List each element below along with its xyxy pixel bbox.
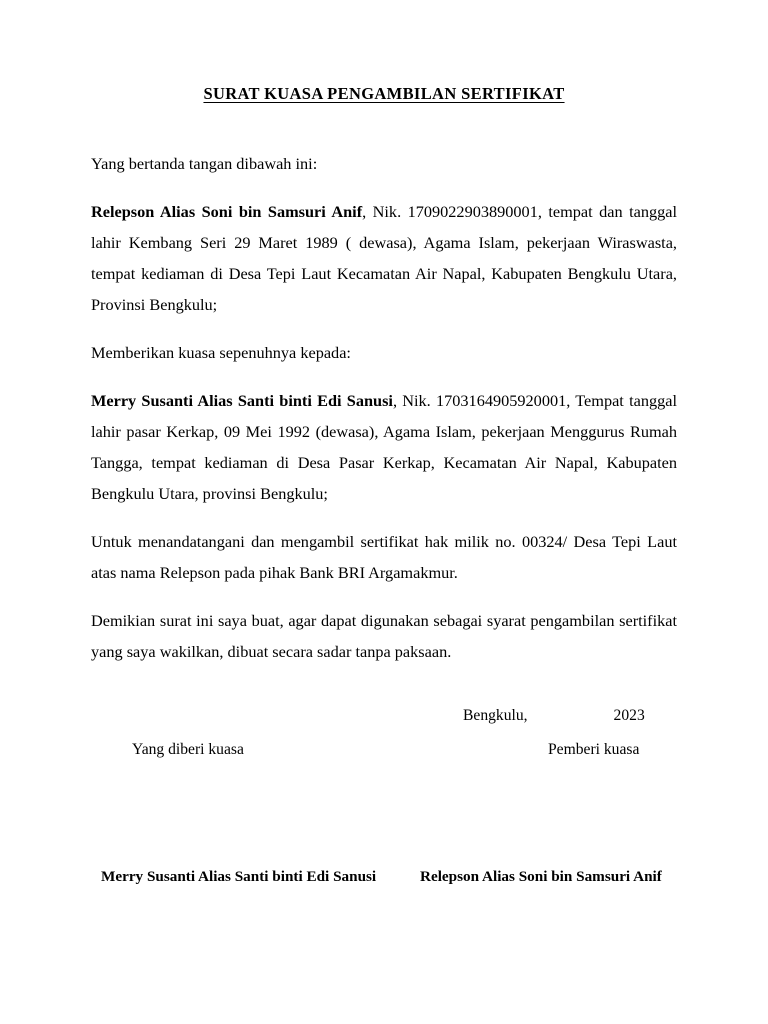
grantor-name: Relepson Alias Soni bin Samsuri Anif — [91, 202, 363, 221]
signature-place: Bengkulu, — [463, 707, 528, 724]
grantor-details: , Nik. 1709022903890001, tempat dan tanggal lahir Kembang Seri 29 Maret 1989 ( dewasa), Agama Islam, pekerjaan Wiraswasta, tempat kediaman di Desa Tepi Laut Kecamatan Air Napal, Kabupaten Bengkulu Utara, Provinsi Bengkulu; — [91, 202, 677, 314]
signature-year: 2023 — [613, 707, 645, 724]
signer-name-grantor: Relepson Alias Soni bin Samsuri Anif — [420, 868, 662, 885]
signer-name-grantee: Merry Susanti Alias Santi binti Edi Sanusi — [101, 868, 377, 885]
document-body — [91, 148, 677, 667]
grantee-name: Merry Susanti Alias Santi binti Edi Sanusi — [91, 391, 393, 410]
role-label-grantee: Yang diberi kuasa — [132, 741, 244, 758]
paragraph-purpose: Untuk menandatangani dan mengambil sertifikat hak milik no. 00324/ Desa Tepi Laut atas nama Relepson pada pihak Bank BRI Argamakmur. — [91, 532, 677, 582]
place-date-line — [463, 705, 645, 727]
paragraph-intro: Yang bertanda tangan dibawah ini: — [91, 154, 318, 173]
page-title — [0, 84, 768, 104]
grantee-details: , Nik. 1703164905920001, Tempat tanggal lahir pasar Kerkap, 09 Mei 1992 (dewasa), Agama Islam, pekerjaan Menggurus Rumah Tangga, tempat kediaman di Desa Pasar Kerkap, Kecamatan Air Napal, Kabupaten Bengkulu Utara, provinsi Bengkulu; — [91, 391, 677, 503]
paragraph-grant-line: Memberikan kuasa sepenuhnya kepada: — [91, 343, 351, 362]
paragraph-grantee — [91, 385, 677, 509]
paragraph-grantor — [91, 196, 677, 320]
page-title-text: SURAT KUASA PENGAMBILAN SERTIFIKAT — [203, 84, 565, 103]
paragraph-closing: Demikian surat ini saya buat, agar dapat digunakan sebagai syarat pengambilan sertifikat yang saya wakilkan, dibuat secara sadar tanpa paksaan. — [91, 611, 677, 661]
role-label-grantor: Pemberi kuasa — [548, 741, 640, 758]
